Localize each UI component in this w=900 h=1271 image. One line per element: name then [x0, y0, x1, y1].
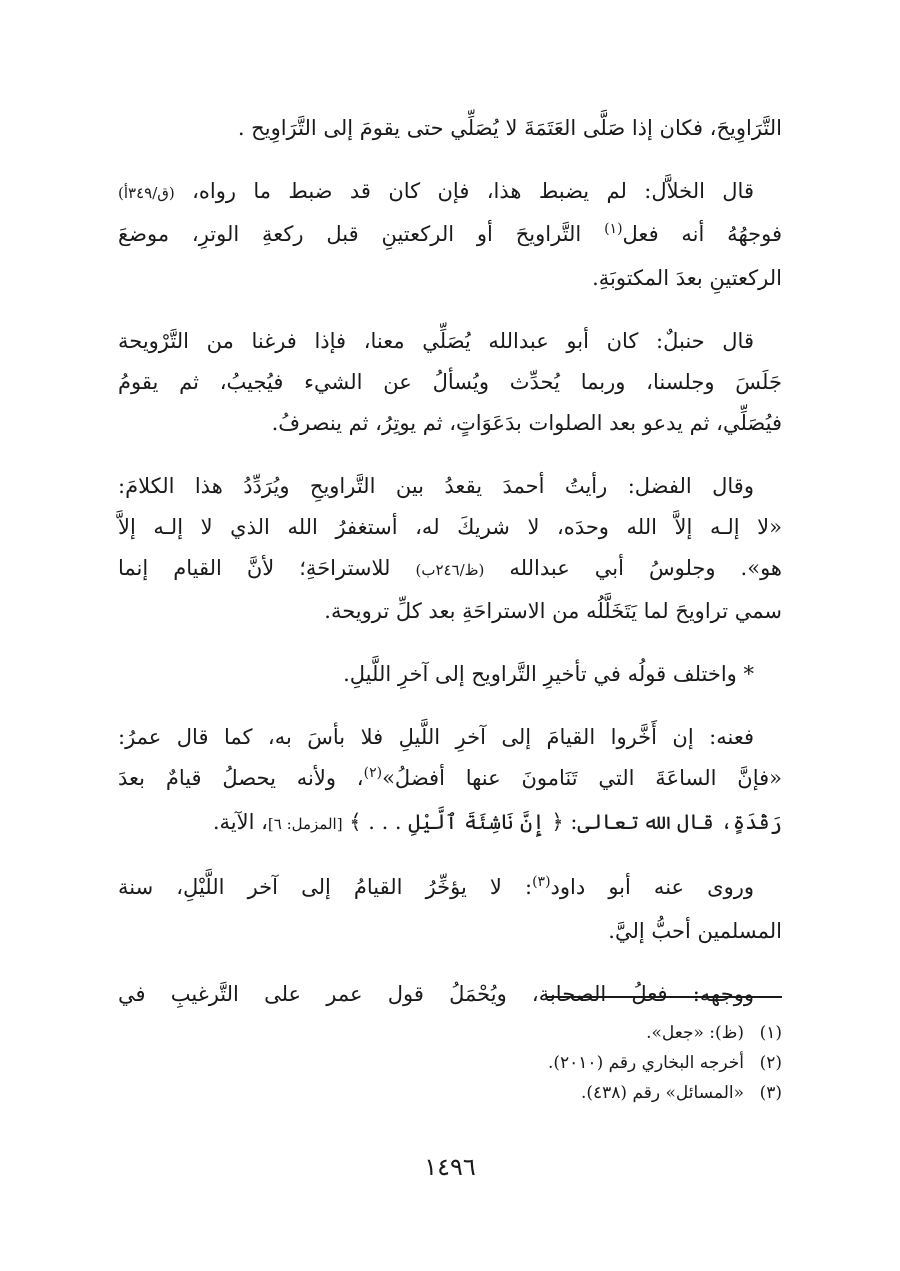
page-number: ١٤٩٦ — [424, 1153, 476, 1181]
paragraph-6 — [118, 717, 782, 845]
paragraph-line: التَّرَاوِيحَ، فكان إذا صَلَّى العَتَمَةَ لا يُصَلِّي حتى يقومَ إلى التَّرَاوِيح . — [237, 116, 782, 140]
paragraph-text: رَقْدَةٍ، قال الله تعالى: ﴿ إِنَّ نَاشِئَةَ ٱلَّيْلِ . . . ﴾ — [342, 810, 782, 834]
paragraph-line: فيُصَلِّي، ثم يدعو بعد الصلوات بدَعَوَاتٍ، ثم يوتِرُ، ثم ينصرفُ. — [271, 411, 782, 435]
paragraph-text: للاستراحَةِ؛ لأنَّ القيام إنما — [118, 556, 416, 580]
paragraph-line: فعنه: إن أَخَّروا القيامَ إلى آخرِ اللَّيلِ فلا بأسَ به، كما قال عمرُ: — [118, 725, 754, 749]
footnote-number: (٣) — [759, 1083, 782, 1103]
page-body — [118, 108, 782, 1228]
quran-reference: [المزمل: ٦] — [267, 815, 343, 833]
paragraph-8 — [118, 974, 782, 1015]
footnote-item — [118, 1018, 782, 1048]
paragraph-line — [118, 171, 782, 214]
paragraph-line — [118, 758, 782, 802]
paragraph-line — [118, 214, 782, 258]
footnote-text: «المسائل» رقم (٤٣٨). — [580, 1083, 744, 1103]
paragraph-line: قال حنبلٌ: كان أبو عبدالله يُصَلِّي معنا، فإذا فرغنا من التَّرْويحة — [118, 329, 754, 353]
paragraph-text: «فإنَّ الساعَةَ التي تَنَامونَ عنها أفضلُ» — [382, 766, 782, 790]
footnote-reference[interactable]: (٣) — [532, 874, 551, 890]
manuscript-reference: (ق/٣٤٩أ) — [118, 184, 175, 202]
paragraph-line: الركعتينِ بعدَ المكتوبَةِ. — [592, 266, 782, 290]
manuscript-reference: (ظ/٢٤٦ب) — [415, 561, 485, 579]
paragraph-line: * واختلف قولُه في تأخيرِ التَّراويح إلى آخرِ اللَّيلِ. — [343, 662, 754, 686]
paragraph-line — [118, 802, 782, 845]
footnote-item — [118, 1048, 782, 1078]
paragraph-text: التَّراويحَ أو الركعتينِ قبل ركعةِ الوترِ، موضعَ — [118, 222, 605, 246]
footnote-number: (١) — [759, 1023, 782, 1043]
paragraph-line: ووجهه: فعلُ الصحابة، ويُحْمَلُ قول عمر على التَّرغيبِ في — [118, 982, 754, 1006]
paragraph-line — [118, 867, 782, 911]
footnote-number: (٢) — [759, 1053, 782, 1073]
paragraph-line: «لا إلـه إلاَّ الله وحدَه، لا شريكَ له، أستغفرُ الله الذي لا إلـه إلاَّ — [118, 515, 782, 539]
paragraph-1 — [118, 108, 782, 149]
paragraph-text: ، الآية. — [212, 810, 268, 834]
paragraph-line: المسلمين أحبُّ إليَّ. — [608, 919, 782, 943]
paragraph-5 — [118, 654, 782, 695]
paragraph-line: وقال الفضل: رأيتُ أحمدَ يقعدُ بين التَّراويحِ ويُرَدِّدُ هذا الكلامَ: — [118, 474, 754, 498]
paragraph-3 — [118, 321, 782, 444]
paragraph-text: وروى عنه أبو داود — [550, 875, 755, 899]
paragraph-text: ، ولأنه يحصلُ قيامٌ بعدَ — [118, 766, 364, 790]
paragraph-text: هو». وجلوسُ أبي عبدالله — [484, 556, 782, 580]
paragraph-line — [118, 548, 782, 591]
footnote-text: أخرجه البخاري رقم (٢٠١٠). — [547, 1053, 744, 1073]
footnote-text: (ظ): «جعل». — [646, 1023, 744, 1043]
footnote-reference[interactable]: (١) — [604, 221, 623, 237]
paragraph-text: فوجهُهُ أنه فعل — [622, 222, 782, 246]
paragraph-4 — [118, 466, 782, 632]
footnote-reference[interactable]: (٢) — [363, 765, 383, 781]
paragraph-7 — [118, 867, 782, 952]
paragraph-line: سمي تراويحَ لما يَتَخَلَّلُه من الاستراحَةِ بعد كلِّ ترويحة. — [324, 599, 782, 623]
paragraph-2 — [118, 171, 782, 299]
footnote-separator — [546, 996, 782, 998]
paragraph-line: جَلَسَ وجلسنا، وربما يُحدِّث ويُسألُ عن الشيء فيُجيبُ، ثم يقومُ — [118, 370, 782, 394]
footnote-item — [118, 1078, 782, 1108]
paragraph-text: قال الخلاَّل: لم يضبط هذا، فإن كان قد ضبط ما رواه، — [174, 179, 754, 203]
paragraph-text: : لا يؤخِّرُ القيامُ إلى آخر اللَّيْلِ، سنة — [118, 875, 533, 899]
footnotes — [118, 1018, 782, 1108]
